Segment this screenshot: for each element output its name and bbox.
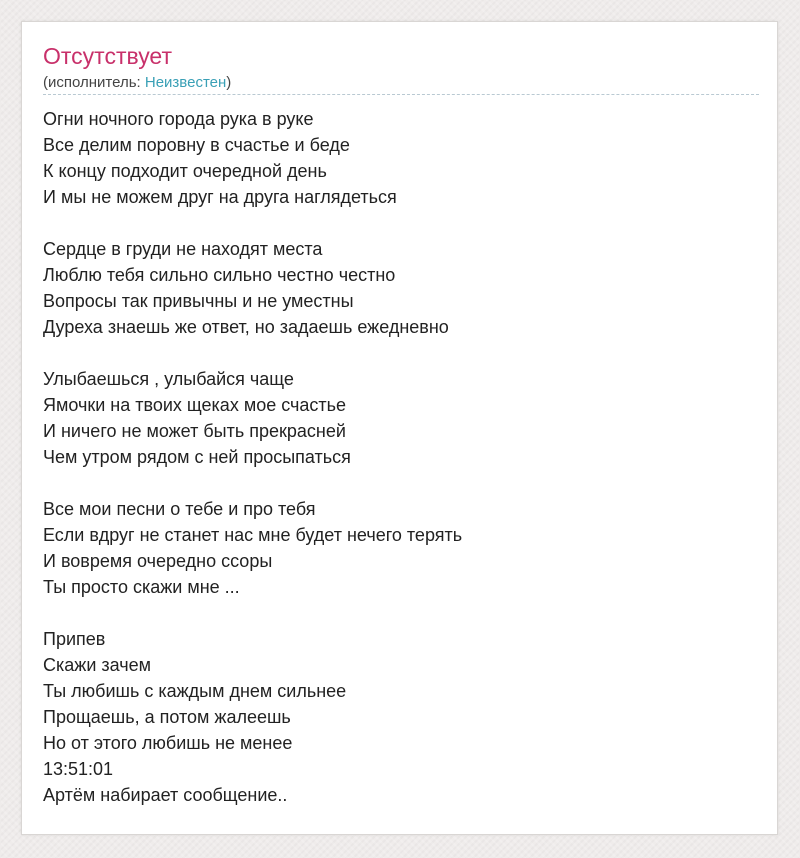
lyric-line: Вопросы так привычны и не уместны xyxy=(43,291,354,311)
lyric-line: Люблю тебя сильно сильно честно честно xyxy=(43,265,396,285)
lyric-line: Все делим поровну в счастье и беде xyxy=(43,135,350,155)
lyric-line: Улыбаешься , улыбайся чаще xyxy=(43,369,294,389)
lyric-line: Ямочки на твоих щеках мое счастье xyxy=(43,395,347,415)
lyric-line: Если вдруг не станет нас мне будет нечего терять xyxy=(43,525,463,545)
stanza-break xyxy=(43,210,462,236)
lyric-line: Сердце в груди не находят места xyxy=(43,239,323,259)
stanza-break xyxy=(43,470,462,496)
lyric-line: Прощаешь, а потом жалеешь xyxy=(43,707,291,727)
artist-prefix: (исполнитель: xyxy=(43,74,145,91)
lyric-line: Но от этого любишь не менее xyxy=(43,733,293,753)
stanza-break xyxy=(43,600,462,626)
lyric-line: И вовремя очередно ссоры xyxy=(43,551,273,571)
lyric-line: Огни ночного города рука в руке xyxy=(43,109,314,129)
lyric-line: И ничего не может быть прекрасней xyxy=(43,421,346,441)
lyric-line: 13:51:01 xyxy=(43,759,114,779)
song-title: Отсутствует xyxy=(43,43,172,69)
stanza-break xyxy=(43,340,462,366)
artist-link[interactable]: Неизвестен xyxy=(144,74,227,91)
lyric-line: Припев xyxy=(43,629,106,649)
lyric-line: Чем утром рядом с ней просыпаться xyxy=(43,447,351,467)
lyrics-card xyxy=(21,21,778,835)
lyric-line: Скажи зачем xyxy=(43,655,152,675)
lyric-line: Дуреха знаешь же ответ, но задаешь ежедневно xyxy=(43,317,449,337)
lyric-line: И мы не можем друг на друга наглядеться xyxy=(43,187,397,207)
lyric-line: Артём набирает сообщение.. xyxy=(43,785,288,805)
lyric-line: Ты любишь с каждым днем сильнее xyxy=(43,681,347,701)
artist-line xyxy=(43,74,759,95)
lyric-line: Ты просто скажи мне ... xyxy=(43,577,240,597)
lyric-line: Все мои песни о тебе и про тебя xyxy=(43,499,316,519)
lyric-line: К концу подходит очередной день xyxy=(43,161,327,181)
artist-suffix: ) xyxy=(226,74,232,91)
lyrics-text xyxy=(43,106,462,808)
